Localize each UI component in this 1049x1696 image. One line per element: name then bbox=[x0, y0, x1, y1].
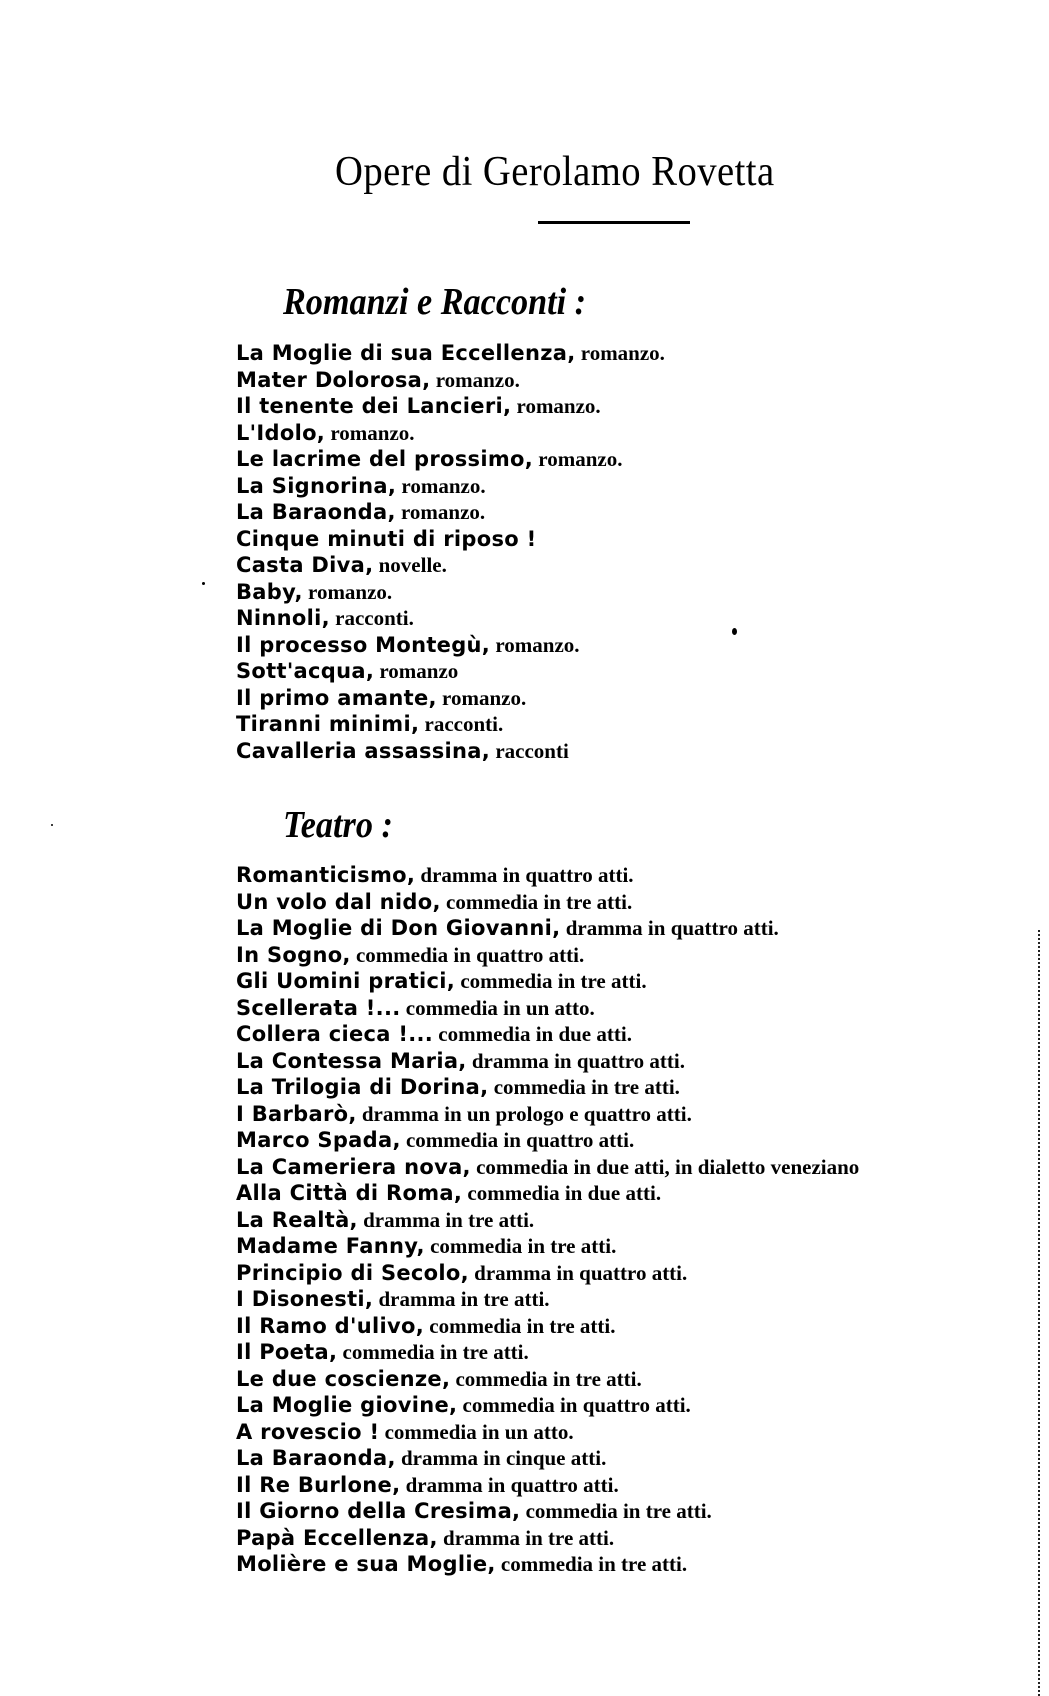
work-description: commedia in due atti, in dialetto veneziano bbox=[470, 1154, 860, 1179]
work-description: commedia in tre atti. bbox=[455, 969, 647, 993]
work-title: A rovescio ! bbox=[236, 1419, 380, 1444]
work-title: Casta Diva, bbox=[236, 553, 374, 577]
scan-edge-shadow bbox=[1038, 930, 1049, 1696]
work-description: commedia in due atti. bbox=[433, 1022, 632, 1046]
list-item bbox=[236, 579, 665, 606]
work-title: La Realtà, bbox=[236, 1207, 358, 1232]
work-title: La Cameriera nova, bbox=[236, 1154, 471, 1179]
work-title: Il Re Burlone, bbox=[236, 1472, 401, 1497]
work-description: romanzo. bbox=[575, 341, 665, 365]
list-item bbox=[236, 711, 665, 738]
work-title: La Signorina, bbox=[236, 473, 397, 498]
work-title: Gli Uomini pratici, bbox=[236, 969, 456, 993]
work-description: romanzo. bbox=[533, 447, 623, 471]
work-title: Papà Eccellenza, bbox=[236, 1525, 438, 1550]
list-item bbox=[236, 446, 665, 473]
work-description: dramma in cinque atti. bbox=[395, 1446, 607, 1470]
list-item bbox=[236, 1339, 859, 1366]
work-description: commedia in quattro atti. bbox=[457, 1393, 691, 1417]
section-heading-teatro: Teatro : bbox=[283, 804, 393, 846]
work-description: commedia in tre atti. bbox=[495, 1552, 688, 1576]
list-item bbox=[236, 1101, 859, 1128]
list-item bbox=[236, 1525, 859, 1552]
work-title: I Barbarò, bbox=[236, 1101, 357, 1126]
list-item bbox=[236, 1180, 859, 1207]
work-description: racconti bbox=[490, 738, 569, 763]
work-description: commedia in tre atti. bbox=[520, 1499, 712, 1523]
work-title: Scellerata !... bbox=[236, 995, 401, 1020]
work-description: romanzo. bbox=[430, 367, 520, 392]
list-item bbox=[236, 420, 665, 447]
page-title: Opere di Gerolamo Rovetta bbox=[335, 149, 775, 195]
list-item bbox=[236, 1127, 859, 1154]
list-item bbox=[236, 1021, 859, 1048]
list-item bbox=[236, 685, 665, 712]
list-item bbox=[236, 1048, 859, 1075]
work-description: romanzo. bbox=[396, 473, 486, 498]
list-item bbox=[236, 340, 665, 367]
title-rule bbox=[538, 221, 690, 224]
list-item bbox=[236, 605, 665, 632]
work-description: dramma in quattro atti. bbox=[415, 863, 634, 887]
list-item bbox=[236, 1154, 859, 1181]
work-description: romanzo. bbox=[436, 685, 527, 710]
list-item bbox=[236, 915, 859, 942]
list-item bbox=[236, 1260, 859, 1287]
work-description: romanzo. bbox=[395, 500, 486, 524]
list-item bbox=[236, 367, 665, 394]
work-title: Baby, bbox=[236, 579, 303, 604]
work-title: Madame Fanny, bbox=[236, 1234, 425, 1258]
work-title: Il Poeta, bbox=[236, 1340, 338, 1364]
list-item bbox=[236, 658, 665, 685]
work-description: dramma in quattro atti. bbox=[468, 1260, 688, 1285]
work-title: La Moglie giovine, bbox=[236, 1393, 458, 1417]
work-title: I Disonesti, bbox=[236, 1287, 374, 1311]
work-description: commedia in quattro atti. bbox=[400, 1128, 635, 1152]
work-description: commedia in tre atti. bbox=[424, 1313, 616, 1338]
work-title: Sott'acqua, bbox=[236, 659, 375, 683]
work-description: commedia in un atto. bbox=[379, 1419, 574, 1444]
work-title: La Moglie di Don Giovanni, bbox=[236, 916, 561, 940]
list-item bbox=[236, 1233, 859, 1260]
list-item bbox=[236, 1498, 859, 1525]
work-description: dramma in un prologo e quattro atti. bbox=[356, 1101, 692, 1126]
romanzi-list bbox=[236, 340, 665, 764]
work-title: Il Ramo d'ulivo, bbox=[236, 1313, 424, 1338]
work-description: dramma in tre atti. bbox=[357, 1207, 535, 1232]
list-item bbox=[236, 1366, 859, 1393]
work-description: romanzo bbox=[374, 659, 459, 683]
list-item bbox=[236, 526, 665, 553]
list-item bbox=[236, 1313, 859, 1340]
work-title: La Moglie di sua Eccellenza, bbox=[236, 341, 576, 365]
work-description: romanzo. bbox=[511, 394, 601, 418]
list-item bbox=[236, 738, 665, 765]
list-item bbox=[236, 1207, 859, 1234]
list-item bbox=[236, 393, 665, 420]
list-item bbox=[236, 968, 859, 995]
list-item bbox=[236, 889, 859, 916]
ink-speck bbox=[51, 824, 53, 826]
work-title: Le lacrime del prossimo, bbox=[236, 447, 534, 471]
work-description: commedia in un atto. bbox=[400, 995, 595, 1020]
list-item bbox=[236, 473, 665, 500]
work-title: Collera cieca !... bbox=[236, 1022, 434, 1046]
work-description: commedia in due atti. bbox=[462, 1181, 662, 1205]
work-description: dramma in quattro atti. bbox=[466, 1048, 685, 1073]
work-title: La Contessa Maria, bbox=[236, 1048, 467, 1073]
work-description: dramma in quattro atti. bbox=[560, 916, 779, 940]
teatro-list bbox=[236, 862, 859, 1578]
list-item bbox=[236, 552, 665, 579]
list-item bbox=[236, 995, 859, 1022]
list-item bbox=[236, 499, 665, 526]
ink-speck bbox=[202, 582, 205, 585]
work-title: La Baraonda, bbox=[236, 500, 396, 524]
work-title: La Baraonda, bbox=[236, 1446, 396, 1470]
list-item bbox=[236, 942, 859, 969]
work-description: romanzo. bbox=[325, 420, 415, 445]
list-item bbox=[236, 1286, 859, 1313]
work-description: romanzo. bbox=[302, 579, 393, 604]
work-title: Ninnoli, bbox=[236, 606, 330, 630]
work-title: La Trilogia di Dorina, bbox=[236, 1075, 489, 1099]
list-item bbox=[236, 1074, 859, 1101]
work-description: dramma in quattro atti. bbox=[400, 1472, 619, 1497]
work-title: Il tenente dei Lancieri, bbox=[236, 394, 512, 418]
work-title: In Sogno, bbox=[236, 942, 351, 967]
work-title: Le due coscienze, bbox=[236, 1366, 451, 1391]
work-title: Alla Città di Roma, bbox=[236, 1181, 463, 1205]
work-description: romanzo. bbox=[490, 632, 580, 657]
work-title: Cavalleria assassina, bbox=[236, 738, 491, 763]
list-item bbox=[236, 632, 665, 659]
work-title: L'Idolo, bbox=[236, 420, 326, 445]
work-description: dramma in tre atti. bbox=[437, 1525, 615, 1550]
work-title: Cinque minuti di riposo ! bbox=[236, 526, 537, 551]
list-item bbox=[236, 1551, 859, 1578]
ink-speck bbox=[732, 628, 737, 635]
work-description: commedia in tre atti. bbox=[424, 1234, 617, 1258]
list-item bbox=[236, 862, 859, 889]
work-description: commedia in quattro atti. bbox=[350, 942, 585, 967]
list-item bbox=[236, 1472, 859, 1499]
work-title: Tiranni minimi, bbox=[236, 712, 420, 736]
work-description: racconti. bbox=[419, 712, 504, 736]
list-item bbox=[236, 1419, 859, 1446]
work-description: commedia in tre atti. bbox=[337, 1340, 529, 1364]
work-title: Mater Dolorosa, bbox=[236, 367, 431, 392]
work-title: Un volo dal nido, bbox=[236, 889, 441, 914]
work-title: Il primo amante, bbox=[236, 685, 437, 710]
work-title: Principio di Secolo, bbox=[236, 1260, 469, 1285]
work-description: commedia in tre atti. bbox=[450, 1366, 642, 1391]
list-item bbox=[236, 1392, 859, 1419]
list-item bbox=[236, 1445, 859, 1472]
work-description: racconti. bbox=[329, 606, 414, 630]
work-description: novelle. bbox=[373, 553, 447, 577]
section-heading-romanzi: Romanzi e Racconti : bbox=[283, 281, 587, 323]
work-description: commedia in tre atti. bbox=[488, 1075, 680, 1099]
work-title: Molière e sua Moglie, bbox=[236, 1552, 496, 1576]
work-title: Il Giorno della Cresima, bbox=[236, 1499, 521, 1523]
work-description: commedia in tre atti. bbox=[440, 889, 633, 914]
work-description: dramma in tre atti. bbox=[373, 1287, 550, 1311]
work-title: Romanticismo, bbox=[236, 863, 416, 887]
work-title: Marco Spada, bbox=[236, 1128, 401, 1152]
work-title: Il processo Montegù, bbox=[236, 632, 491, 657]
